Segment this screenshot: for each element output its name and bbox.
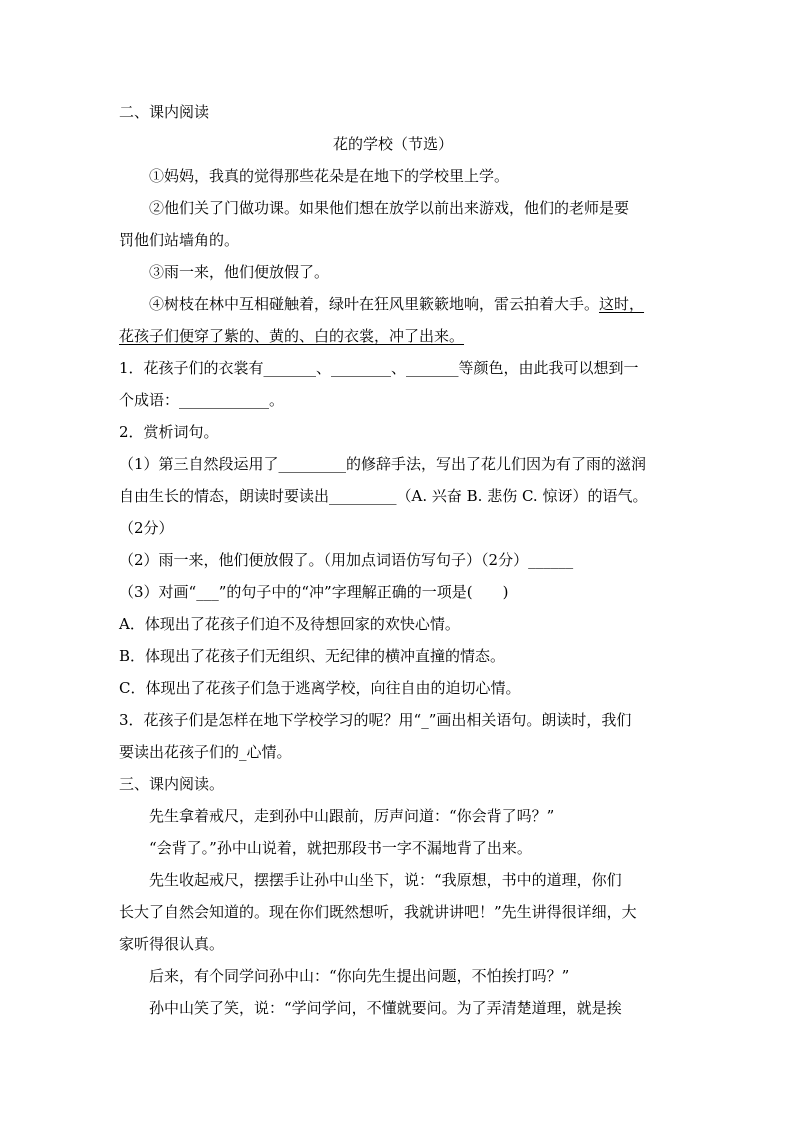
passage-paragraph-1: ①妈妈，我真的觉得那些花朵是在地下的学校里上学。 xyxy=(149,167,510,185)
passage-title: 花的学校（节选） xyxy=(333,135,454,153)
passage-paragraph-4-line-1 xyxy=(149,294,644,314)
section3-paragraph-3-line-3: 家听得很认真。 xyxy=(119,935,225,953)
question-2-1-line-2: 自由生长的情态，朗读时要读出_________（A. 兴奋 B. 悲伤 C. 惊讶）的语气。 xyxy=(119,487,648,505)
section3-paragraph-3-line-1: 先生收起戒尺，摆摆手让孙中山坐下，说：“我原想，书中的道理，你们 xyxy=(149,871,622,889)
question-1-line-1: 1．花孩子们的衣裳有_______、________、_______等颜色，由此我可以想到一 xyxy=(119,359,639,377)
question-3-line-2: 要读出花孩子们的_心情。 xyxy=(119,743,292,761)
section3-heading: 三、课内阅读。 xyxy=(119,775,225,793)
passage-paragraph-2-line-1: ②他们关了门做功课。如果他们想在放学以前出来游戏，他们的老师是要 xyxy=(149,199,630,217)
question-2-3: （3）对画“___”的句子中的“冲”字理解正确的一项是( ) xyxy=(119,583,509,601)
question-2-2: （2）雨一来，他们便放假了。（用加点词语仿写句子）（2分）______ xyxy=(119,551,574,569)
question-2-heading: 2．赏析词句。 xyxy=(119,423,219,441)
section3-paragraph-4: 后来，有个同学问孙中山：“你向先生提出问题，不怕挨打吗？” xyxy=(149,967,570,985)
question-3-line-1: 3．花孩子们是怎样在地下学校学习的呢？用“_”画出相关语句。朗读时，我们 xyxy=(119,711,632,729)
question-2-1-line-1: （1）第三自然段运用了_________的修辞手法，写出了花儿们因为有了雨的滋润 xyxy=(119,455,647,473)
option-c: C．体现出了花孩子们急于逃离学校，向往自由的迫切心情。 xyxy=(119,679,521,697)
section3-paragraph-5: 孙中山笑了笑，说：“学问学问，不懂就要问。为了弄清楚道理，就是挨 xyxy=(149,999,622,1017)
underlined-sentence-start: 这时， xyxy=(599,295,645,313)
passage-paragraph-2-line-2: 罚他们站墙角的。 xyxy=(119,231,240,249)
underlined-sentence: 花孩子们便穿了紫的、黄的、白的衣裳，冲了出来。 xyxy=(119,327,465,345)
section3-paragraph-1: 先生拿着戒尺，走到孙中山跟前，厉声问道：“你会背了吗？” xyxy=(149,807,555,825)
option-a: A．体现出了花孩子们迫不及待想回家的欢快心情。 xyxy=(119,615,460,633)
question-1-line-2: 个成语：____________。 xyxy=(119,391,285,409)
passage-paragraph-3: ③雨一来，他们便放假了。 xyxy=(149,263,330,281)
section3-paragraph-3-line-2: 长大了自然会知道的。现在你们既然想听，我就讲讲吧！”先生讲得很详细，大 xyxy=(119,903,637,921)
option-b: B．体现出了花孩子们无组织、无纪律的横冲直撞的情态。 xyxy=(119,647,506,665)
question-2-1-line-3: （2分） xyxy=(119,519,174,537)
section2-heading: 二、课内阅读 xyxy=(119,103,210,121)
section3-paragraph-2: “会背了。”孙中山说着，就把那段书一字不漏地背了出来。 xyxy=(149,839,532,857)
paragraph-4-plain-text: ④树枝在林中互相碰触着，绿叶在狂风里簌簌地响，雷云拍着大手。 xyxy=(149,295,600,313)
